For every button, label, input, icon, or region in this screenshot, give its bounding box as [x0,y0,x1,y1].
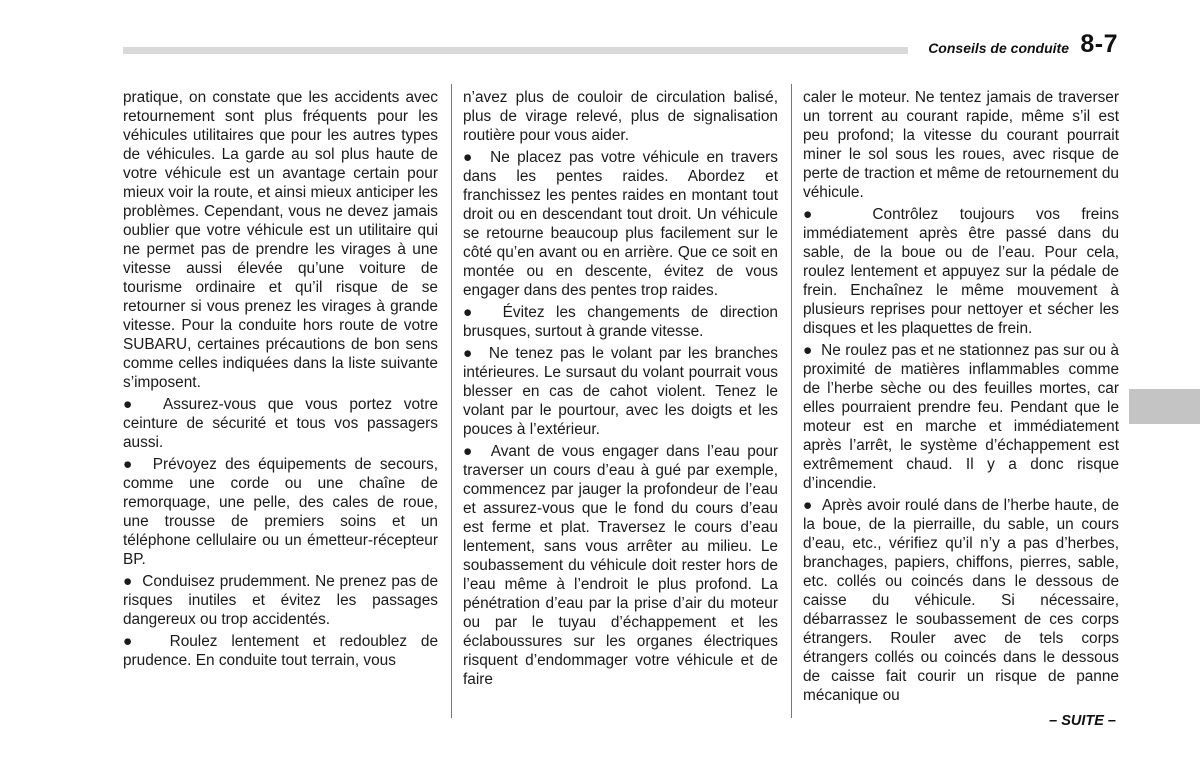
header-rule [123,47,908,54]
bullet-text: Conduisez prudemment. Ne prenez pas de risques inutiles et évitez les passages dangereux ou trop accidentés. [123,573,438,628]
bullet-icon: ● [123,456,137,473]
text-column-3 [803,88,1119,708]
paragraph [803,88,1119,202]
bullet-item [803,341,1119,493]
bullet-icon: ● [803,206,830,223]
text-column-2 [463,88,778,692]
bullet-text: Avant de vous engager dans l’eau pour traverser un cours d’eau à gué par exemple, commencez par jauger la profondeur de l’eau et assurez-vous que le fond du cours d’eau est ferme et plat. Traversez le cours d’eau lentement, sans vous arrêter au milieu. Le soubassement du véhicule doit rester hors de l’eau même à l’endroit le plus profond. La pénétration d’eau par la prise d’air du moteur ou par le tuyau d’échappement et les éclaboussures sur les organes électriques risquent d’endommager votre véhicule et de faire [463,443,779,688]
bullet-text: Ne roulez pas et ne stationnez pas sur ou à proximité de matières inflammables comme de l’herbe sèche ou des feuilles mortes, car elles pourraient prendre feu. Pendant que le moteur est en marche et immédiatement après l’arrêt, le système d’échappement est extrêmement chaud. Il y a donc risque d’incendie. [803,342,1119,492]
bullet-icon: ● [123,573,133,590]
bullet-text: Ne tenez pas le volant par les branches intérieures. Le sursaut du volant pourrait vous blesser en cas de cahot violent. Tenez le volant par le pourtour, avec les doigts et les pouces à l’extérieur. [463,345,779,438]
page-number: 8-7 [1080,30,1118,58]
bullet-item [463,303,778,341]
bullet-text: Assurez-vous que vous portez votre ceinture de sécurité et tous vos passagers aussi. [123,396,438,451]
bullet-icon: ● [463,149,476,166]
text-column-1 [123,88,438,673]
bullet-item [803,496,1119,705]
bullet-icon: ● [123,396,140,413]
chapter-tab [1129,389,1200,424]
bullet-text: Après avoir roulé dans de l’herbe haute, de la boue, de la pierraille, du sable, un cours d’eau, etc., vérifiez qu’il n’y a pas d’herbes, branchages, papiers, chiffons, pierres, sable, etc. collés ou coincés dans le dessous de caisse du véhicule. Si nécessaire, débarrassez le soubassement de ces corps étrangers. Rouler avec de tels corps étrangers collés ou coincés dans le dessous de caisse fait courir un risque de panne mécanique ou [803,497,1120,704]
continued-label: – SUITE – [1049,713,1116,729]
section-title: Conseils de conduite [928,40,1069,56]
bullet-item [123,572,438,629]
column-divider [451,84,452,718]
paragraph [463,88,778,145]
bullet-item [123,455,438,569]
bullet-item [803,205,1119,338]
bullet-icon: ● [463,345,475,362]
bullet-icon: ● [463,304,480,321]
bullet-icon: ● [123,633,142,650]
bullet-text: Roulez lentement et redoublez de prudence. En conduite tout terrain, vous [123,633,439,669]
column-divider [791,84,792,718]
paragraph [123,88,438,392]
bullet-icon: ● [463,443,476,460]
bullet-item [463,442,778,689]
bullet-text: Évitez les changements de direction brusques, surtout à grande vitesse. [463,304,778,340]
bullet-text: Ne placez pas votre véhicule en travers dans les pentes raides. Abordez et franchissez les pentes raides en montant tout droit ou en descendant tout droit. Un véhicule se retourne beaucoup plus facilement sur le côté qu’en avant ou en arrière. Que ce soit en montée ou en descente, évitez de vous engager dans des pentes trop raides. [463,149,778,299]
bullet-text: Contrôlez toujours vos freins immédiatement après être passé dans du sable, de la boue ou de l’eau. Pour cela, roulez lentement et appuyez sur la pédale de frein. Enchaînez le même mouvement à plusieurs reprises pour nettoyer et sécher les disques et les plaquettes de frein. [803,206,1119,337]
bullet-item [463,148,778,300]
bullet-item [123,395,438,452]
bullet-icon: ● [803,497,813,514]
paragraph-text: n’avez plus de couloir de circulation balisé, plus de virage relevé, plus de signalisation routière pour vous aider. [463,89,778,144]
bullet-item [463,344,778,439]
paragraph-text: caler le moteur. Ne tentez jamais de traverser un torrent au courant rapide, même s’il est peu profond; la vitesse du courant pourrait miner le sol sous les roues, avec risque de perte de traction et même de retournement du véhicule. [803,89,1119,201]
bullet-icon: ● [803,342,813,359]
bullet-item [123,632,438,670]
bullet-text: Prévoyez des équipements de secours, comme une corde ou une chaîne de remorquage, une pelle, des cales de roue, une trousse de premiers soins et un téléphone cellulaire ou un émetteur-récepteur BP. [123,456,438,568]
paragraph-text: pratique, on constate que les accidents avec retournement sont plus fréquents pour les véhicules utilitaires que pour les autres types de véhicules. La garde au sol plus haute de votre véhicule est un avantage certain pour mieux voir la route, et ainsi mieux anticiper les problèmes. Cependant, vous ne devez jamais oublier que votre véhicule est un utilitaire qui ne permet pas de prendre les virages à une vitesse aussi élevée qu’une voiture de tourisme ordinaire et qu’il risque de se retourner si vous prenez les virages à grande vitesse. Pour la conduite hors route de votre SUBARU, certaines précautions de bon sens comme celles indiquées dans la liste suivante s’imposent. [123,89,438,391]
